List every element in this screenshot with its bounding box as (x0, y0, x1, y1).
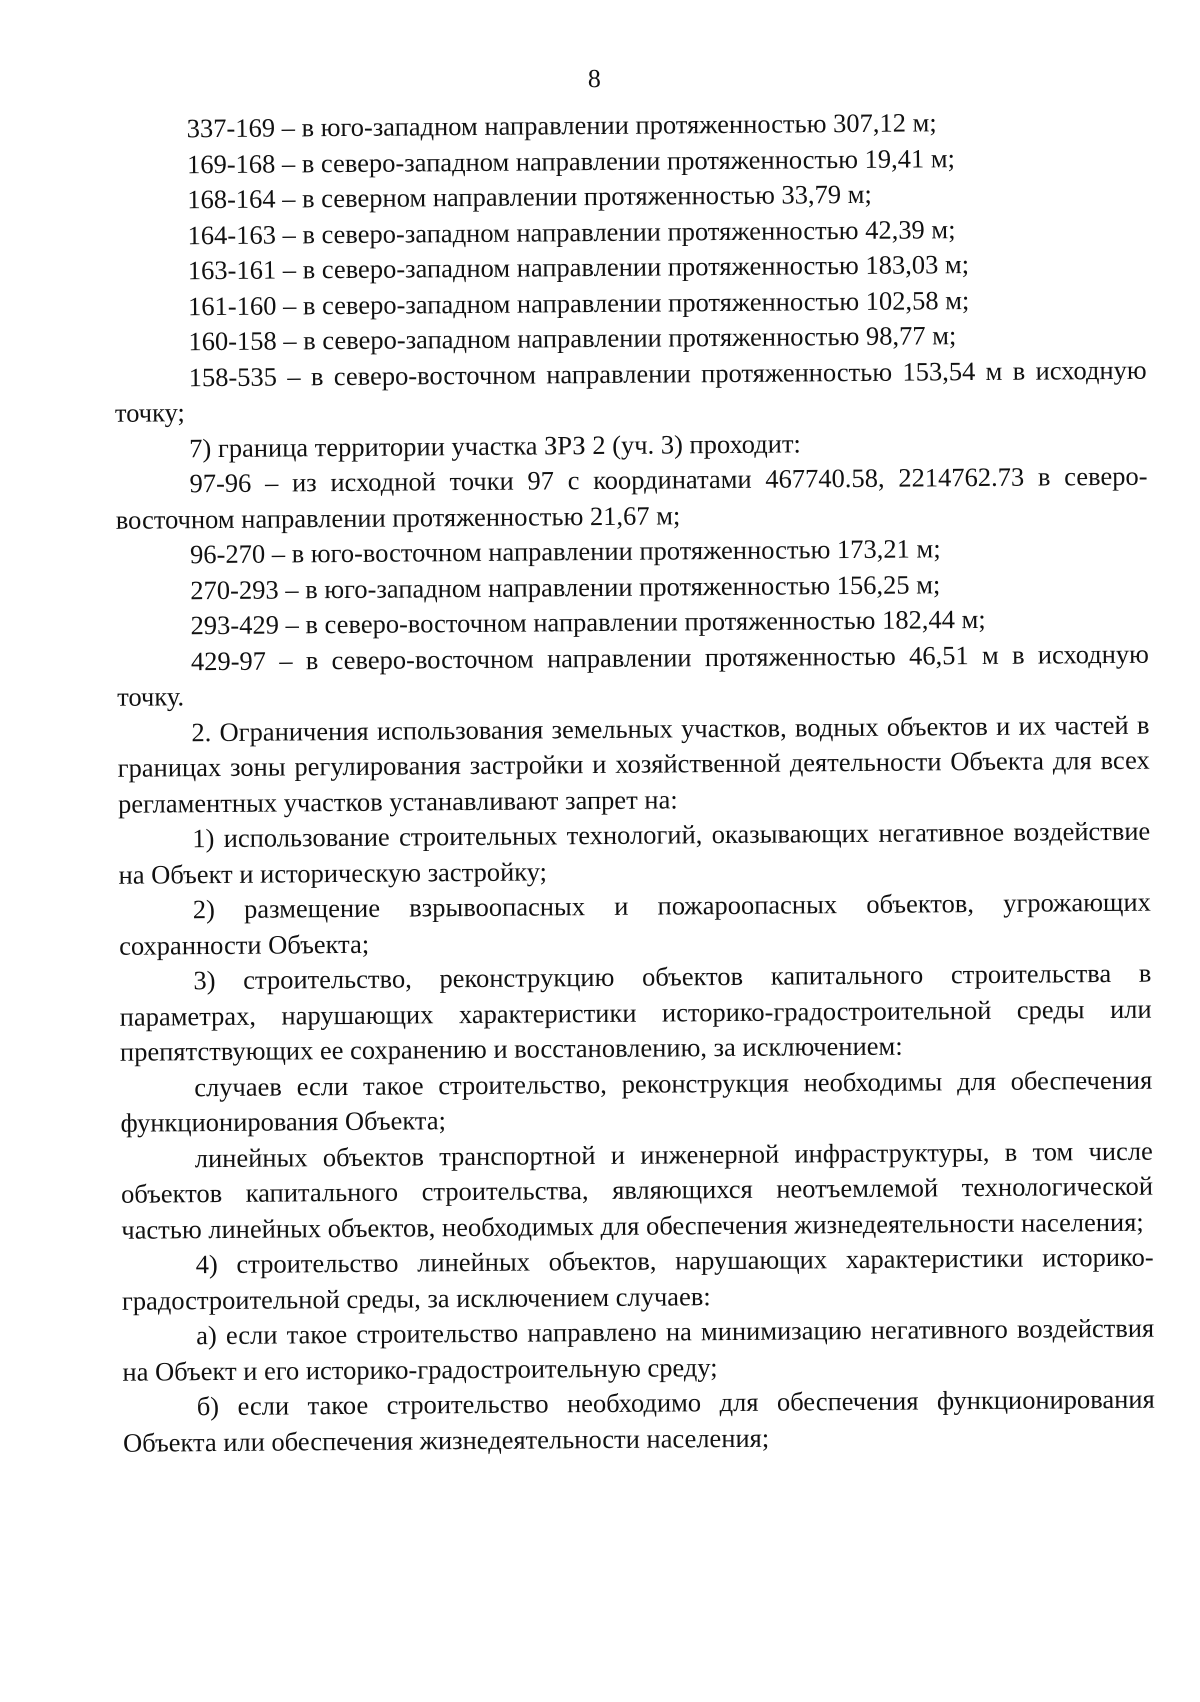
paragraph: 2) размещение взрывоопасных и пожароопасных объектов, угрожающих сохранности Объекта; (119, 886, 1151, 961)
paragraph: 169-168 – в северо-западном направлении протяженностью 19,41 м; (186, 142, 956, 179)
paragraph: 2. Ограничения использования земельных участков, водных объектов и их частей в границах зоны регулирования застройки и хозяйственной деятельности Объекта для всех регламентных участков устанавливают запрет на: (117, 709, 1150, 819)
paragraph: 429-97 – в северо-восточном направлении протяженностью 46,51 м в исходную точку. (117, 638, 1149, 712)
paragraph: а) если такое строительство направлено на минимизацию негативного воздействия на Объект и его историко-градостроительную среду; (122, 1312, 1155, 1387)
page-number: 8 (587, 63, 601, 94)
paragraph: 3) строительство, реконструкцию объектов капитального строительства в параметрах, нарушающих характеристики историко-градостроительной среды или препятствующих ее сохранению и восстановлению, за исключением: (119, 957, 1152, 1067)
paragraph: 337-169 – в юго-западном направлении протяженностью 307,12 м; (186, 107, 937, 144)
paragraph: 293-429 – в северо-восточном направлении протяженностью 182,44 м; (190, 603, 986, 641)
paragraph: случаев если такое строительство, реконструкция необходимы для обеспечения функционирования Объекта; (120, 1064, 1153, 1138)
paragraph: 96-270 – в юго-восточном направлении протяженностью 173,21 м; (189, 533, 941, 570)
paragraph: линейных объектов транспортной и инженерной инфраструктуры, в том числе объектов капитального строительства, являющихся неотъемлемой технологической частью линейных объектов, необходимых для обеспечения жизнедеятельности населения; (120, 1135, 1154, 1245)
paragraph: 7) граница территории участка ЗРЗ 2 (уч. 3) проходит: (189, 427, 801, 463)
paragraph: 164-163 – в северо-западном направлении протяженностью 42,39 м; (187, 213, 956, 250)
paragraph: 163-161 – в северо-западном направлении протяженностью 183,03 м; (187, 249, 970, 286)
paragraph: б) если такое строительство необходимо для обеспечения функционирования Объекта или обеспечения жизнедеятельности населения; (122, 1383, 1155, 1458)
paragraph: 4) строительство линейных объектов, нарушающих характеристики историко-градостроительной среды, за исключением случаев: (121, 1241, 1154, 1316)
paragraph: 97-96 – из исходной точки 97 с координатами 467740.58, 2214762.73 в северо-восточном направлении протяженностью 21,67 м; (115, 460, 1148, 535)
paragraph: 160-158 – в северо-западном направлении протяженностью 98,77 м; (188, 320, 957, 357)
paragraph: 1) использование строительных технологий, оказывающих негативное воздействие на Объект и историческую застройку; (118, 815, 1151, 890)
paragraph: 168-164 – в северном направлении протяженностью 33,79 м; (187, 178, 872, 215)
document-body (113, 104, 1156, 1461)
paragraph: 161-160 – в северо-западном направлении протяженностью 102,58 м; (187, 284, 970, 321)
paragraph: 158-535 – в северо-восточном направлении протяженностью 153,54 м в исходную точку; (114, 354, 1147, 428)
paragraph: 270-293 – в юго-западном направлении протяженностью 156,25 м; (190, 568, 941, 605)
